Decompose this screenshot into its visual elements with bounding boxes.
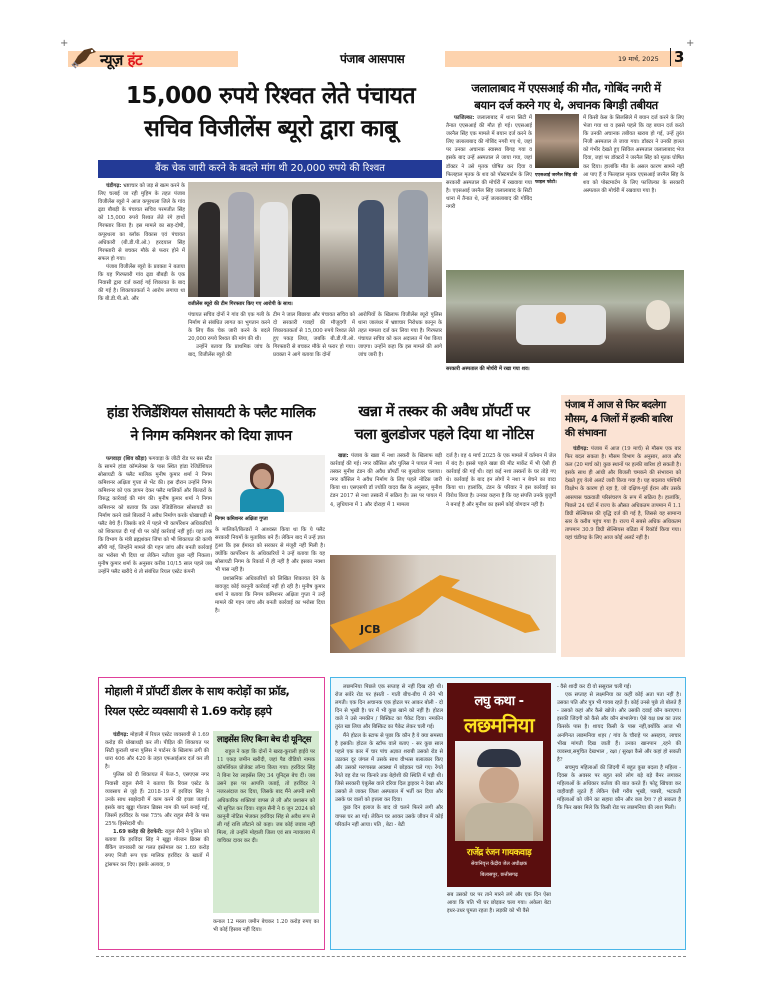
section-name: पंजाब आसपास (340, 52, 405, 66)
story3-headline: हांडा रेजिडेंशियल सोसायटी के फ्लैट मालिक ने निगम कमिशनर को दिया ज्ञापन (106, 405, 316, 444)
story4-col1: खन्ना: पंजाब के खन्ना में नशा तस्करी के खिलाफ बड़ी कार्रवाई की गई। नगर कौंसिल और पुलिस ने पायल में नशा तस्कर मुनीश टंडन की अवैध प्रॉपर्टी पर बुलडोजर चलाया। नगर कौंसिल ने अवैध निर्माण के लिए पहले नोटिस जारी किया था। एसएसपी डॉ ज्योति यादव बैंस के अनुसार, मुनीश टंडन 2017 से नशा तस्करी में सक्रिय है। उस पर पायल में 4, लुधियाना में 1 और दोराहा में 1 मामला (330, 453, 442, 508)
page-bottom-rule (96, 956, 686, 957)
story1-col3: टीम ने जाल बिछाया और पंचायत सचिव को दो सरकारी गवाहों की मौजूदगी में शिकायतकर्ता से 15,000 रुपये रिश्वत लेते हुए पकड़ लिया, जबकि बी.डी.पी.ओ. गिरफ्तारी से बचकर मौके से फरार हो गया। प्रवक्ता ने आगे बताया कि दोनों (273, 312, 355, 359)
story3-photo-caption: निगम कमिशनर अक्षिता गुप्ता (215, 516, 268, 522)
story7-col1: लछमनिया पिछले एक सप्ताह से नहीं दिख रही थी। रोज सवेरे रोड पर हंसती - गाती बीच-बीच में रोने भी लगती। एक दिन अचानक एक होटल पर आकर बोली - दो दिन से भूखी है। घर में भी कुछ खाने को नहीं है। होटल वाले ने उसे नमकीन / बिस्किट का पैकेट दिया। नमकीन तुरंत खा लिया और बिस्किट का पैकेट लेकर चली गई। मैंने होटल के स्टाफ से पूछा कि कौन है ये क्या समस्या है इसकी। होटल के स्टॉफ वाले बताए - सर कुछ साल पहले एक कार में चार पांच अज्ञात शराबी उसको रोड से उठाकर दूर जंगल में उसके साथ वीभत्स बलात्कार किए और उसको मरणासन्न अवस्था में छोड़कर चले गए। रेंगते रेंगते वह रोड पर किनारे तक बेहोशी की स्थिति में पड़ी थी। जिसे सरकारी एंबुलेंस वाले दरिया दिल ड्राइवर ने देखा और उसको ले जाकर जिला अस्पताल में भर्ती कर दिया और उसके घर वालों को इत्तला कर दिया। कुछ दिन इलाज के बाद वो चलने फिरने लगी और वापस घर आ गई। लेकिन घर आकर उसके जीवन में कोई परिवर्तन नहीं आया। पति , बेटा - बेटी (335, 684, 443, 828)
story7-title-prefix: लघु कथा - (474, 694, 524, 709)
story4-col2: दर्ज है। वह 4 मार्च 2025 के एक मामले में वर्तमान में जेल में बंद है। इससे पहले खन्ना की मीट मार्केट में भी ऐसी ही कार्रवाई की गई थी। वहां कई नशा तस्करों के घर तोड़े गए थे। कार्रवाई के बाद इन लोगों ने नशा न बेचने का वादा किया था। हालांकि, टंडन के परिवार ने इस कार्रवाई का विरोध किया है। उनका कहना है कि यह संपत्ति उनके बुजुर्गों ने बनाई है और मुनीश का इसमें कोई योगदान नहीं है। (446, 453, 556, 508)
story3-col1: फगवाड़ा (शिव कौड़ा) फगवाड़ा के जीटी रोड पर बस स्टैंड के सामने हांडा कॉम्प्लेक्स के पास स्थित हांडा रेजिडेंशियल सोसायटी के फ्लैट मालिक मुनीष कुमार शर्मा ने निगम कमिशनर अक्षिता गुप्ता से भेंट की। इस दौरान उन्होंने निगम कमिशनर को एक ज्ञापन देकर फ्लैट मालिकों और बिल्डरों के विरुद्ध कार्रवाई की मांग की। मुनीष कुमार शर्मा ने निगम कमिशनर को बताया कि उक्त रेजिडेंशियल सोसायटी का निर्माण करने वाले बिल्डरों ने अवैध निर्माण करके धोखाधड़ी से फ्लैट बेचे हैं। जिसके बारे में पहले भी कार्पोरेशन अधिकारियों को शिकायत दी गई थी पर कोई कार्रवाई नहीं हुई। यहां तक कि विभाग के मंत्री ब्रह्मशंकर जिंपा को भी शिकायत की कापी सौंपी गई, जिन्होंने मामले की गहन जांच और बनती कार्रवाई का भरोसा भी दिया था लेकिन नतीजा कुछ नहीं निकला। मुनीष कुमार शर्मा के अनुसार करीब 10/15 साल पहले जब उन्होंने फ्लैट खरीदे थे तो संबंधित रियल एस्टेट कंपनी (98, 456, 212, 576)
story4-photo (330, 555, 556, 653)
story4-headline: खन्ना में तस्कर की अवैध प्रॉपर्टी पर चला बुलडोजर पहले दिया था नोटिस (354, 404, 534, 443)
story7-title: लछमनिया (463, 713, 535, 737)
story6-sidebar-box (213, 731, 319, 913)
story3-photo (215, 455, 325, 512)
story6-box (98, 677, 325, 950)
story2-portrait (535, 114, 579, 168)
story3-col2: के मालिकों/बिल्डरों ने आश्वस्त किया था कि ये फ्लैट सरकारी नियमों के मुताबिक बने हैं। लेकिन बाद में उन्हें ज्ञात हुआ कि इस ईमारत को सरकार से मंजूरी नहीं मिली है। क्योंकि कार्पोरेशन के अधिकारियों ने उन्हें बताया कि यह सोसायटी निगम के रिकार्ड में ही नहीं है और इसका नक्शा भी पास नहीं है। प्रशासनिक अधिकारियों को लिखित शिकायत देने के बावजूद कोई कानूनी कार्रवाई नहीं हो रही है। मुनीष कुमार शर्मा ने बताया कि निगम कमिशनर अक्षिता गुप्ता ने उन्हें मामले की गहन जांच और बनती कार्रवाई का भरोसा दिया है। (215, 527, 325, 614)
story2-photo (446, 270, 684, 363)
story7-box (330, 677, 686, 950)
svg-text:JCB: JCB (360, 623, 381, 636)
crop-mark: + (686, 38, 695, 49)
story1-col1: चंडीगढ़: भ्रष्टाचार को जड़ से खत्म करने के लिए चलाई जा रही मुहिम के तहत पंजाब विजीलेंस ब्यूरो ने आज कपूरथला जिले के गांव ढ्डा बौबड़ी के पंचायत सचिव परमजीत सिंह को 15,000 रुपये रिश्वत लेते रंगे हाथों गिरफ्तार किया है। इस मामले का सह-दोषी, कपूरथला का ब्लॉक विकास एवं पंचायत अधिकारी (बी.डी.पी.ओ.) हरदयाल सिंह गिरफ्तारी से बचकर मौके से फरार होने में सफल हो गया। पंजाब विजीलेंस ब्यूरो के प्रवक्ता ने बताया कि यह गिरफ्तारी गांव ढ्डा बौबड़ी के एक निवासी द्वारा दर्ज कराई गई शिकायत के बाद की गई है। शिकायतकर्ता ने आरोप लगाया था कि बी.डी.पी.ओ. और (98, 183, 185, 303)
story1-photo-caption: वजीलेंस ब्यूरो की टीम गिरफ्तार किए गए आरोपी के साथ। (188, 301, 293, 307)
story5-box (561, 395, 685, 657)
story5-body: चंडीगढ़: पंजाब में आज (19 मार्च) से मौसम एक बार फिर बदल सकता है। मौसम विभाग के अनुसार, आज और कल (20 मार्च को) कुछ स्थानों पर हल्की बारिश हो सकती है। इसके साथ ही आंधी और बिजली चमकने की संभावना को देखते हुए येलो अलर्ट जारी किया गया है। यह बदलाव पश्चिमी विक्षोभ के कारण हो रहा है, जो दक्षिण-पूर्व ईरान और उसके आसपास चक्रवाती परिसंचरण के रूप में सक्रिय है। हालांकि, पिछले 24 घंटों में राज्य के औसत अधिकतम तापमान में 1.1 डिग्री सेल्सियस की वृद्धि दर्ज की गई है, जिससे यह सामान्य स्तर के करीब पहुंच गया है। राज्य में सबसे अधिक अधिकतम तापमान 30.9 डिग्री सेल्सियस बठिंडा में रिकॉर्ड किया गया। यहां चंडीगढ़ के लिए आज कोई अलर्ट नहीं है। (565, 446, 681, 542)
logo-text: न्यूज़ हंट (100, 51, 143, 69)
story7-title-panel (447, 683, 551, 887)
issue-date: 19 मार्च, 2025 (618, 55, 659, 63)
story7-col2: सब उसको घर पर ताने मारने लगे और एक दिन ऐसा आया कि पति भी घर छोड़कर चला गया। अकेला बेटा इधर-उधर घूमता रहता है। लड़की को भी वैसे (447, 892, 551, 915)
logo-eagle-icon (70, 44, 98, 70)
story2-col2: में किसी केस के सिलसिले में बयान दर्ज करने के लिए भेजा गया था व इससे पहले कि वह बयान दर्ज करते कि उनकी अचानक तबीयत खराब हो गई, उन्हें तुरंत निजी अस्पताल ले जाया गया। डॉक्टर ने उनकी हालत को गंभीर देखते हुए सिविल अस्पताल जलालाबाद भेज दिया, जहां पर डॉक्टरों ने जरनैल सिंह को मृतक घोषित कर दिया। हालांकि मौत के असल कारण सामने नहीं आ पाए हैं व फिलहाल मृतक एएसआई जरनैल सिंह के शव को पोस्टमार्टम के लिए फाजिल्का के सरकारी अस्पताल की मोर्चरी में रखवाया गया है। (583, 115, 684, 194)
story6-headline: मोहाली में प्रॉपर्टी डीलर के साथ करोड़ों का फ्रॉड, रियल एस्टेट व्यवसायी से 1.69 करोड़ हड़पे (105, 685, 290, 718)
story6-col2: कनाल 12 मरला जमीन बेचकर 1.20 करोड़ रुपए का भी कोई हिसाब नहीं दिया। (213, 919, 319, 934)
story2-col1: फाजिल्का: जलालाबाद में थाना सिटी में तैनात एएसआई की मौत हो गई। एएसआई जरनैल सिंह एक मामले में बयान दर्ज करने के लिए जलालाबाद की गोबिंद नगरी गए थे, जहां पर उनका अचानक स्वास्थ्य बिगड़ गया व इसके बाद उन्हें अस्पताल ले जाया गया, जहां डॉक्टर ने उसे मृतक घोषित कर दिया व फिलहाल मृतक के शव को पोस्टमार्टम के लिए सरकारी अस्पताल की मोर्चरी में रखवाया गया है। एएसआई जरनैल सिंह जलालाबाद के सिटी थाना में तैनात थे, उन्हें जलालाबाद की गोबिंद नगरी (446, 115, 532, 211)
story6-box-title: लाइसेंस लिए बिना बेच दी यूनिट्स (217, 735, 311, 745)
story6-box-body: राहुल ने कहा कि दोनों ने खरड़-कुराली हाईवे पर 11 एकड़ जमीन खरीदी, जहां पैड वीडियो नामक कॉमर्शियल प्रोजेक्ट लॉन्च किया गया। हरविंदर सिंह ने बिना रेरा लाइसेंस लिए 34 यूनिट्स बेच दीं। जब उसने इस पर आपत्ति जताई, तो हरविंदर ने नजरअंदाज कर दिया, जिसके बाद मैंने अपनी सभी अधिकारिक शक्तियां वापस ले ली और प्रशासन को भी सूचित कर दिया। राहुल सैनी ने 6 जून 2024 को कानूनी नोटिस भेजकर हरविंदर सिंह से अवैध रूप से ली गई राशि लौटाने को कहा। जब कोई जवाब नहीं मिला, तो उन्होंने मोहाली जिला एवं सत्र न्यायालय में याचिका दायर कर दी। (217, 749, 316, 845)
story1-headline: 15,000 रुपये रिश्वत लेते पंचायत सचिव विजीलेंस ब्यूरो द्वारा काबू (125, 83, 416, 142)
story6-col1: चंडीगढ़: मोहाली में रियल एस्टेट व्यवसायी से 1.69 करोड़ की धोखाधड़ी कर ली। पीड़ित की शिकायत पर सिटी कुराली थाना पुलिस ने पार्टनर के खिलाफ ठगी की धारा 406 और 420 के तहत एफआईआर दर्ज कर ली है। पुलिस को दी शिकायत में फेज-5, एसएएस नगर निवासी राहुल सैनी ने बताया कि रियल एस्टेट के व्यवसाय से जुड़े हैं। 2018-19 में हरविंदर सिंह ने उनके साथ साझेदारी में काम करने की इच्छा जताई। इसके बाद खुड्डा गोल्डन ब्रिक्स नाम की फर्म बनाई गई, जिसमें हरविंदर के पास 75% और राहुल सैनी के पास 25% हिस्सेदारी थी। 1.69 करोड़ की हेराफेरी: राहुल सैनी ने पुलिस को बताया कि हरविंदर सिंह ने खुड्डा गोल्डन ब्रिक्स की बैंकिंग जानकारी का गलत इस्तेमाल कर 1.69 करोड़ रुपए निजी रूप एक मालिक हरविंदर के खातों में ट्रांसफर कर दिए। इसके अलावा, 9 (105, 732, 209, 868)
story7-col3: - वैसे शादी कर दी वो ससुराल चली गई। एक सप्ताह से लक्ष्मनिया का कहीं कोई अता पता नहीं है। उसका पति और पुत्र भी गायब रहते हैं। कोई उनसे पूछे तो बोलते हैं - उसको कहां और कैसे खोजे। और उसकी दवाई कौन कराएगा। इसकी जिंदगी को कैसे और कौन संभालेगा। ऐसे यक्ष प्रश्न का उत्तर किसके पास है। शायद किसी के पास नहीं,क्योंकि आज भी अनगिनत लछमनिया शहर / गांव के चौराहे पर असहाय, लाचार भीख मांगती दिख जाती हैं। उनका खानपान ,रहने की व्यवस्था,समुचित देखभाल , रक्षा / सुरक्षा कैसे और कहां हो सकती है? सचमुच महिलाओं की जिंदगी में बहुत कुछ बदला है महिला - दिवस के अवसर पर बहुत सारे लोग बड़े बड़े बैनर लगाकर महिलाओं के अधिकार कर्तव्य की बात करते हैं। फोटू खिंचवा कर वाहीवाही लूटते हैं लेकिन ऐसी गरीब भूखी, प्यासी, भटकती महिलाओं को जीने का सहारा कौन और कब देगा ? हो सकता है कि फिर खबर मिले कि किसी रोड पर लछमनिया की लाश मिली। (557, 684, 681, 812)
story1-photo (188, 182, 442, 297)
page-number: 3 (670, 48, 684, 66)
story2-headline: जलालाबाद में एएसआई की मौत, गोबिंद नगरी में बयान दर्ज करने गए थे, अचानक बिगड़ी तबीयत (471, 81, 661, 112)
story5-headline: पंजाब में आज से फिर बदलेगा मौसम, 4 जिलों में हल्की बारिश की संभावना (565, 400, 673, 439)
story2-portrait-caption: एएसआई जरनैल सिंह की फाइल फोटो। (535, 173, 578, 185)
story7-author-name: राजेंद्र रंजन गायकवाड़ (466, 848, 532, 858)
story1-col2: पंचायत सचिव दोनों ने गांव की एक गली के निर्माण से संबंधित लागत का भुगतान करने के लिए बैंक चेक जारी करने के बदले 20,000 रुपये रिश्वत की मांग की थी। उन्होंने बताया कि प्राथमिक जांच के बाद, विजीलेंस ब्यूरो की (188, 312, 270, 359)
story7-author-role: सेवानिवृत्त केंद्रीय जेल अधीक्षक (471, 861, 527, 867)
story2-photo-caption: सरकारी अस्पताल की मोर्चरी में रखा गया शव। (446, 366, 530, 372)
story7-author-photo (455, 741, 543, 841)
story1-col4: आरोपियों के खिलाफ विजीलेंस ब्यूरो पुलिस थाना जालंधर में भ्रष्टाचार निरोधक कानून के तहत मामला दर्ज कर लिया गया है। गिरफ्तार पंचायत सचिव को कल अदालत में पेश किया जाएगा। उन्होंने कहा कि इस मामले की आगे जांच जारी है। (358, 312, 442, 359)
crop-mark: + (60, 38, 69, 49)
story7-author-place: बिलासपुर, छत्तीसगढ़ (480, 872, 518, 878)
story1-subhead: बैंक चेक जारी करने के बदले मांग थी 20,000 रुपये की रिश्वत (98, 160, 442, 178)
